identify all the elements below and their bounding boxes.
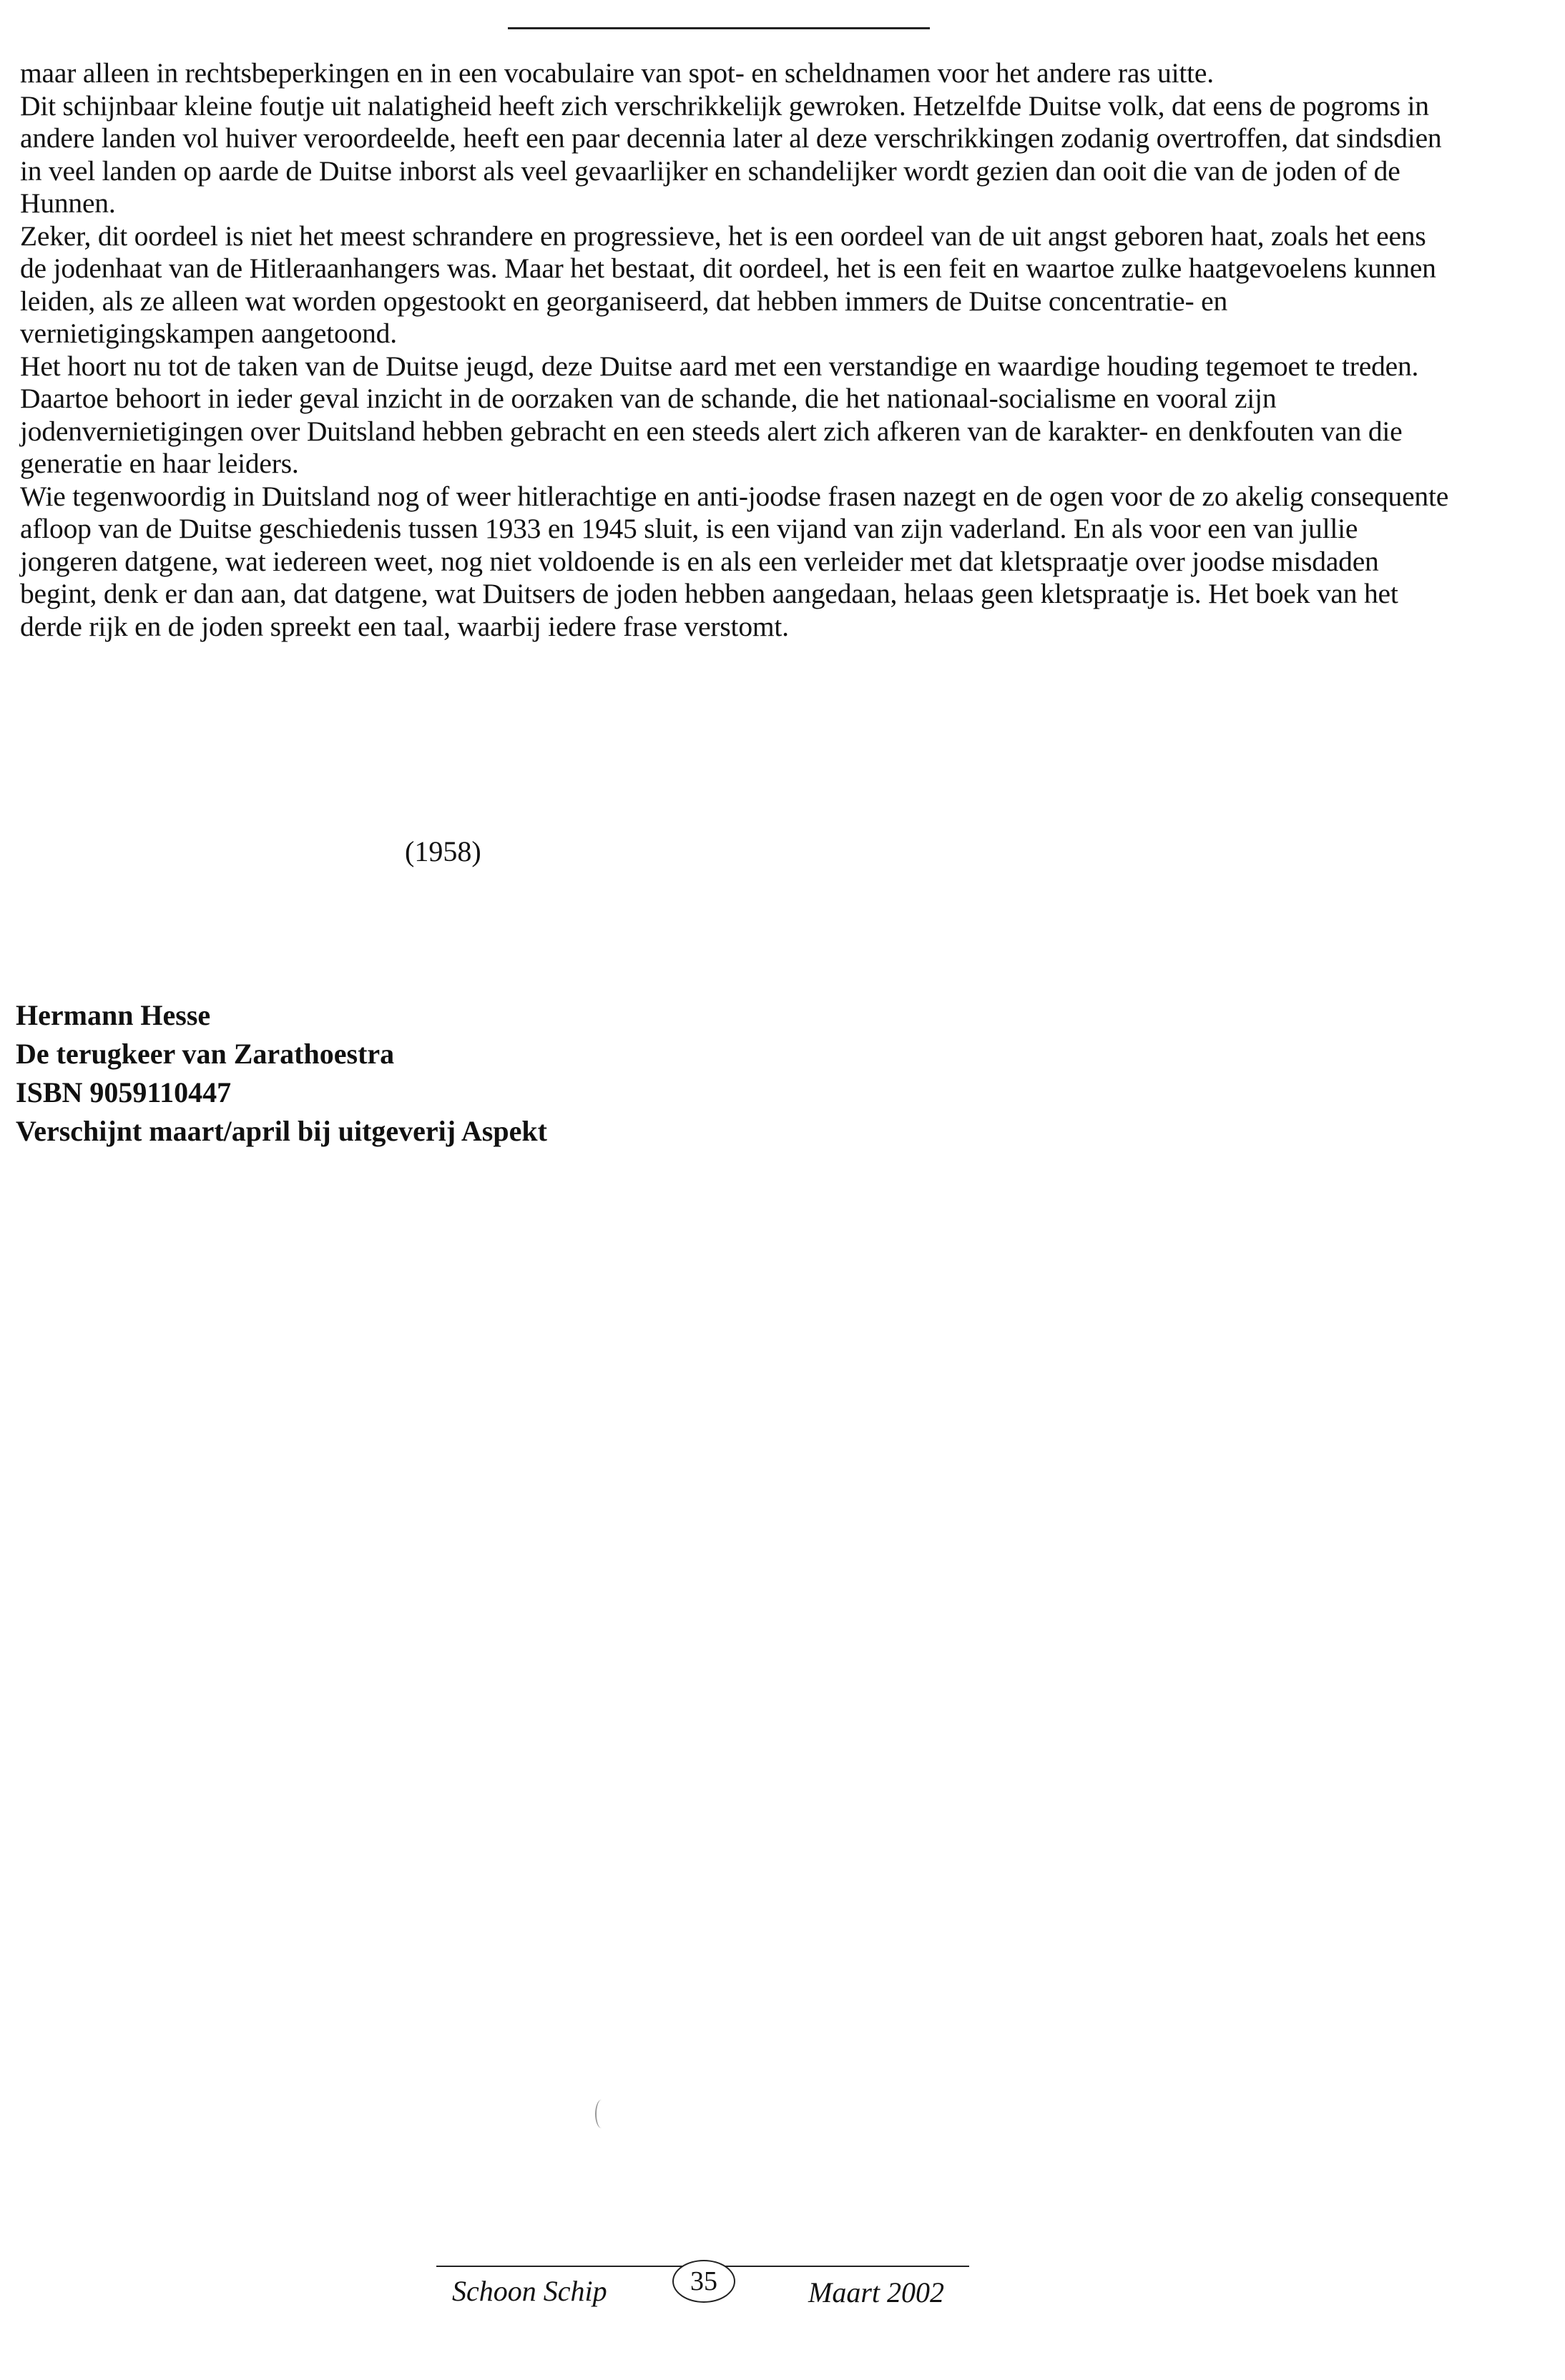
book-announcement xyxy=(16,996,547,1151)
top-divider xyxy=(508,27,930,29)
book-author: Hermann Hesse xyxy=(16,999,211,1031)
paragraph: Dit schijnbaar kleine foutje uit nalatigheid heeft zich verschrikkelijk gewroken. Hetzelfde Duitse volk, dat eens de pogroms in andere landen vol huiver veroordeelde, heeft een paar decennia later al deze verschrikkingen zodanig overtroffen, dat sindsdien in veel landen op aarde de Duitse inborst als veel gevaarlijker en schandelijker wordt gezien dan ooit die van de joden of de Hunnen. xyxy=(20,89,1442,219)
article-year: (1958) xyxy=(405,835,481,867)
page-footer xyxy=(436,2266,969,2316)
paragraph: Wie tegenwoordig in Duitsland nog of weer hitlerachtige en anti-joodse frasen nazegt en de ogen voor de zo akelig consequente afloop van de Duitse geschiedenis tussen 1933 en 1945 sluit, is een vijand van zijn vaderland. En als voor een van jullie jongeren datgene, wat iedereen weet, nog niet voldoende is en als een verleider met dat kletspraatje over joodse misdaden begint, denk er dan aan, dat datgene, wat Duitsers de joden hebben aangedaan, helaas geen kletspraatje is. Het boek van het derde rijk en de joden spreekt een taal, waarbij iedere frase verstomt. xyxy=(20,480,1449,642)
paragraph: Het hoort nu tot de taken van de Duitse jeugd, deze Duitse aard met een verstandige en waardige houding tegemoet te treden. Daartoe behoort in ieder geval inzicht in de oorzaken van de schande, die het nationaal-socialisme en vooral zijn jodenvernietigingen over Duitsland hebben gebracht en een steeds alert zich afkeren van de karakter- en denkfouten van die generatie en haar leiders. xyxy=(20,350,1419,479)
paragraph: maar alleen in rechtsbeperkingen en in een vocabulaire van spot- en scheldnamen voor het andere ras uitte. xyxy=(20,57,1214,89)
book-isbn: ISBN 9059110447 xyxy=(16,1076,232,1108)
issue-date: Maart 2002 xyxy=(808,2276,944,2308)
book-title: De terugkeer van Zarathoestra xyxy=(16,1038,395,1070)
article-body xyxy=(20,57,1454,643)
stray-pen-mark xyxy=(595,2100,608,2128)
book-release-note: Verschijnt maart/april bij uitgeverij Aspekt xyxy=(16,1115,547,1147)
publication-name: Schoon Schip xyxy=(452,2275,607,2307)
page-number: 35 xyxy=(672,2260,735,2303)
paragraph: Zeker, dit oordeel is niet het meest schrandere en progressieve, het is een oordeel van de uit angst geboren haat, zoals het eens de jodenhaat van de Hitleraanhangers was. Maar het bestaat, dit oordeel, het is een feit en waartoe zulke haatgevoelens kunnen leiden, als ze alleen wat worden opgestookt en georganiseerd, dat hebben immers de Duitse concentratie- en vernietigingskampen aangetoond. xyxy=(20,220,1436,349)
